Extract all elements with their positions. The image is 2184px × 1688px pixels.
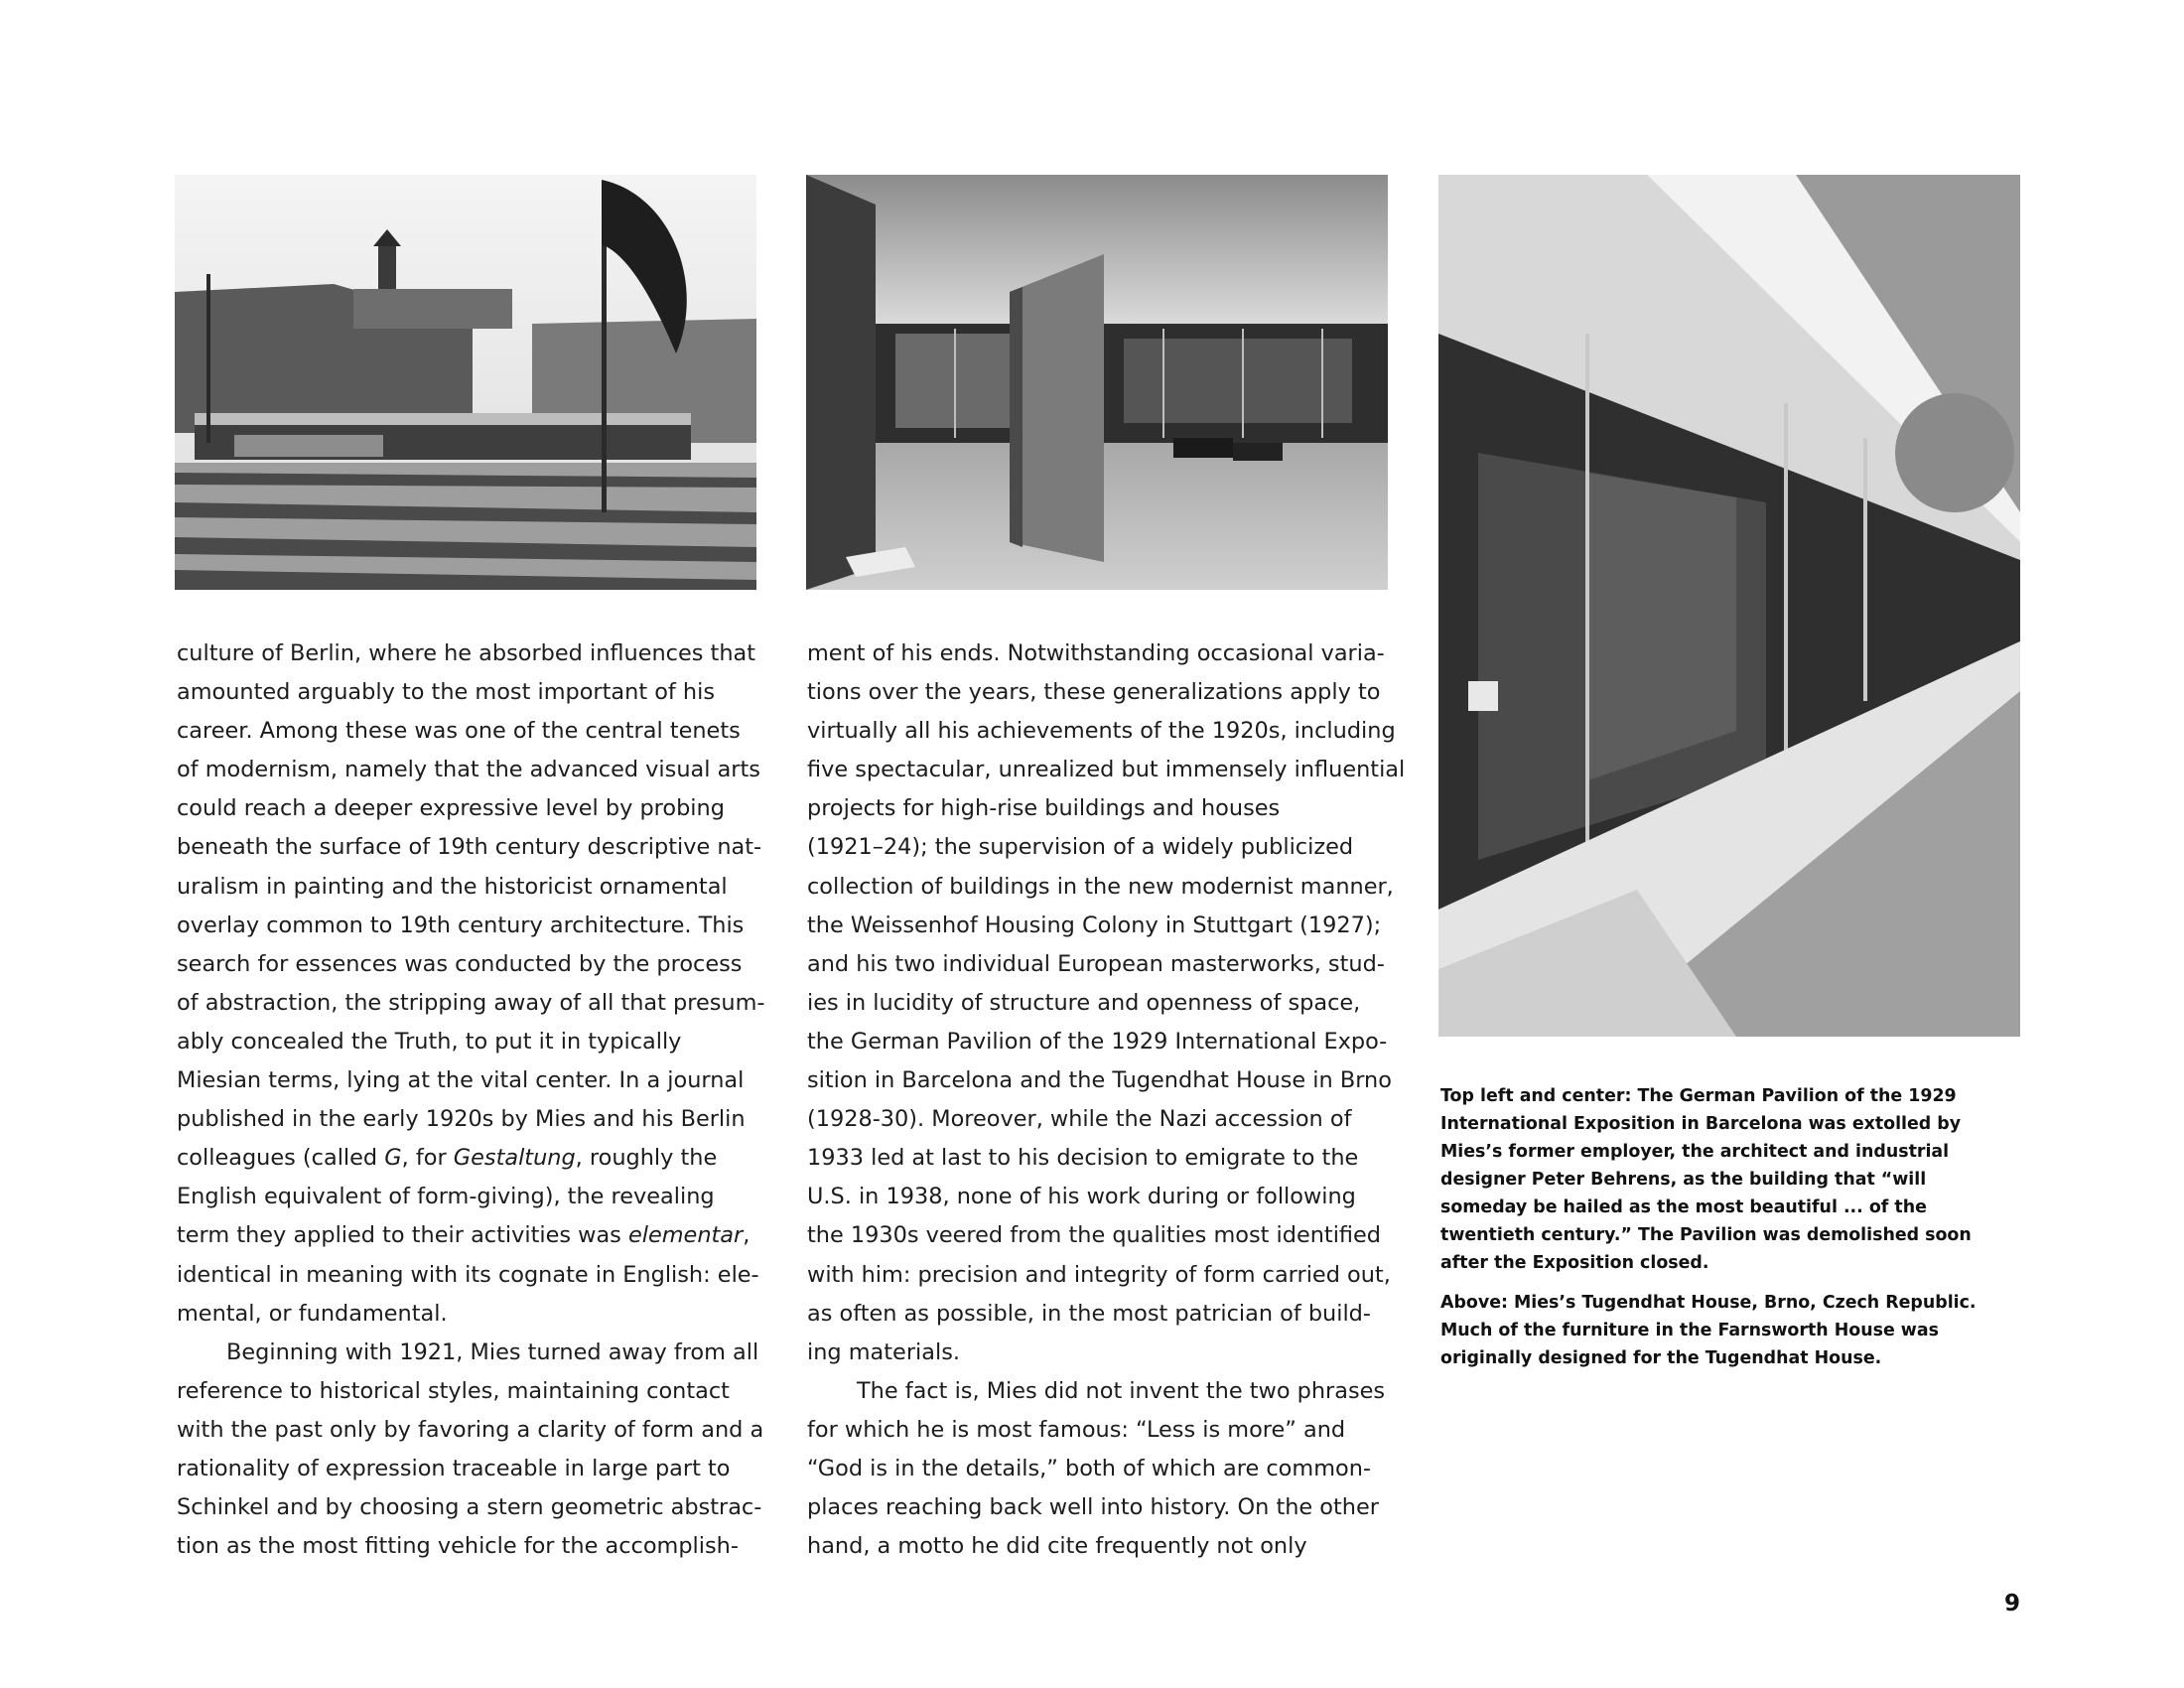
- caption-line: Above: Mies’s Tugendhat House, Brno, Czech Republic.: [1440, 1293, 1977, 1313]
- text-line: for which he is most famous: “Less is more” and: [807, 1416, 1346, 1443]
- caption-line: designer Peter Behrens, as the building that “will: [1440, 1170, 1927, 1190]
- page-number: 9: [2003, 1591, 2020, 1617]
- caption-line: someday be hailed as the most beautiful ... of the: [1440, 1197, 1927, 1217]
- text-line: published in the early 1920s by Mies and his Berlin: [177, 1106, 746, 1133]
- caption-line: originally designed for the Tugendhat House.: [1440, 1348, 1882, 1368]
- text-line: reference to historical styles, maintaining contact: [177, 1377, 730, 1404]
- text-line: (1928-30). Moreover, while the Nazi accession of: [807, 1106, 1352, 1133]
- text-line: projects for high-rise buildings and houses: [807, 795, 1281, 822]
- text-line: mental, or fundamental.: [177, 1300, 448, 1327]
- text-line: tions over the years, these generalizations apply to: [807, 679, 1381, 706]
- caption-line: Top left and center: The German Pavilion of the 1929: [1440, 1086, 1957, 1106]
- text-line: tion as the most fitting vehicle for the accomplish-: [177, 1533, 739, 1560]
- text-line: ies in lucidity of structure and openness of space,: [807, 989, 1361, 1016]
- text-line: rationality of expression traceable in large part to: [177, 1455, 731, 1481]
- text-line: “God is in the details,” both of which are common-: [807, 1455, 1371, 1481]
- photo-caption-tugendhat: [1440, 1289, 2021, 1372]
- text-line: term they applied to their activities was elementar,: [177, 1222, 751, 1249]
- text-line: colleagues (called G, for Gestaltung, roughly the: [177, 1145, 718, 1172]
- text-line: collection of buildings in the new modernist manner,: [807, 873, 1394, 900]
- text-line: as often as possible, in the most patrician of build-: [807, 1300, 1371, 1327]
- text-line: places reaching back well into history. On the other: [807, 1494, 1379, 1521]
- text-line: virtually all his achievements of the 1920s, including: [807, 718, 1396, 745]
- text-line: beneath the surface of 19th century descriptive nat-: [177, 834, 762, 861]
- text-line: of abstraction, the stripping away of all that presum-: [177, 989, 765, 1016]
- body-text-column-1: [177, 634, 765, 1566]
- text-line: uralism in painting and the historicist ornamental: [177, 873, 728, 900]
- text-line: overlay common to 19th century architecture. This: [177, 912, 745, 938]
- caption-line: Much of the furniture in the Farnsworth House was: [1440, 1321, 1939, 1340]
- text-line: five spectacular, unrealized but immensely influential: [807, 757, 1406, 783]
- german-pavilion-exterior-photo: [175, 175, 756, 590]
- text-line: (1921–24); the supervision of a widely publicized: [807, 834, 1354, 861]
- text-line: U.S. in 1938, none of his work during or following: [807, 1184, 1356, 1210]
- body-text-column-2: [807, 634, 1406, 1566]
- text-line: ment of his ends. Notwithstanding occasional varia-: [807, 640, 1385, 666]
- text-line: ing materials.: [807, 1338, 960, 1365]
- text-line: Miesian terms, lying at the vital center. In a journal: [177, 1067, 745, 1094]
- paragraph-start-line: Beginning with 1921, Mies turned away from all: [226, 1338, 759, 1365]
- text-line: with him: precision and integrity of form carried out,: [807, 1261, 1391, 1288]
- text-line: 1933 led at last to his decision to emigrate to the: [807, 1145, 1359, 1172]
- caption-line: International Exposition in Barcelona was extolled by: [1440, 1114, 1962, 1134]
- text-line: with the past only by favoring a clarity of form and a: [177, 1416, 764, 1443]
- text-line: Schinkel and by choosing a stern geometric abstrac-: [177, 1494, 762, 1521]
- tugendhat-house-photo: [1438, 175, 2020, 1037]
- text-line: identical in meaning with its cognate in English: ele-: [177, 1261, 759, 1288]
- paragraph-start-line: The fact is, Mies did not invent the two phrases: [857, 1377, 1386, 1404]
- caption-line: after the Exposition closed.: [1440, 1253, 1709, 1273]
- text-line: the German Pavilion of the 1929 International Expo-: [807, 1028, 1388, 1055]
- text-line: the Weissenhof Housing Colony in Stuttgart (1927);: [807, 912, 1382, 938]
- text-line: English equivalent of form-giving), the revealing: [177, 1184, 715, 1210]
- caption-line: Mies’s former employer, the architect and industrial: [1440, 1142, 1950, 1162]
- text-line: and his two individual European masterworks, stud-: [807, 950, 1385, 977]
- text-line: of modernism, namely that the advanced visual arts: [177, 757, 760, 783]
- text-line: hand, a motto he did cite frequently not only: [807, 1533, 1307, 1560]
- text-line: career. Among these was one of the central tenets: [177, 718, 741, 745]
- caption-line: twentieth century.” The Pavilion was demolished soon: [1440, 1225, 1972, 1245]
- text-line: the 1930s veered from the qualities most identified: [807, 1222, 1382, 1249]
- photo-caption-pavilion: [1440, 1082, 2021, 1277]
- text-line: could reach a deeper expressive level by probing: [177, 795, 725, 822]
- text-line: sition in Barcelona and the Tugendhat House in Brno: [807, 1067, 1392, 1094]
- text-line: culture of Berlin, where he absorbed influences that: [177, 640, 756, 666]
- text-line: search for essences was conducted by the process: [177, 950, 743, 977]
- text-line: amounted arguably to the most important of his: [177, 679, 715, 706]
- german-pavilion-interior-photo: [806, 175, 1388, 590]
- text-line: ably concealed the Truth, to put it in typically: [177, 1028, 682, 1055]
